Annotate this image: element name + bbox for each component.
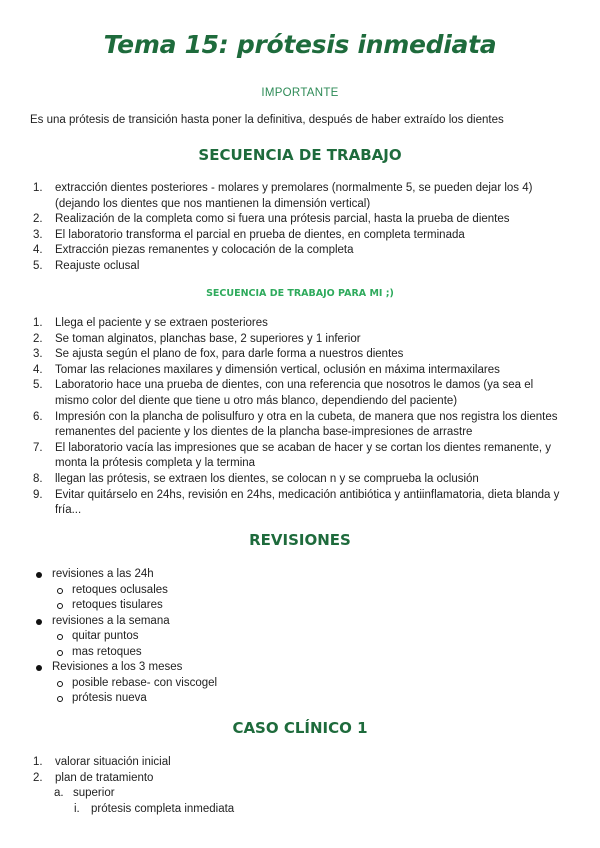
list-item: 7. El laboratorio vacía las impresiones que se acaban de hacer y se cortan los dientes remanente, y monta la prótesis completa y la termina bbox=[33, 441, 552, 470]
list-item: i. prótesis completa inmediata bbox=[74, 802, 235, 815]
list-item: 1. Llega el paciente y se extraen posteriores bbox=[33, 317, 268, 329]
circle-bullet-icon bbox=[57, 634, 63, 640]
list-item: 4. Extracción piezas remanentes y colocación de la completa bbox=[33, 244, 354, 257]
list-item: quitar puntos bbox=[34, 629, 564, 645]
list-item: a. superior bbox=[54, 787, 115, 799]
list-item: 2. Realización de la completa como si fuera una prótesis parcial, hasta la prueba de dientes bbox=[33, 213, 510, 226]
page-title: Tema 15: prótesis inmediata bbox=[103, 30, 497, 59]
list-item: 6. Impresión con la plancha de polisulfuro y otra en la cubeta, de manera que nos registra los dientes remanentes del paciente y los dientes de la plancha base-impresiones de arrastre bbox=[33, 410, 558, 439]
list-item: 2. Se toman alginatos, planchas base, 2 superiores y 1 inferior bbox=[33, 332, 361, 345]
important-label: IMPORTANTE bbox=[261, 87, 339, 99]
list-item: Revisiones a los 3 meses bbox=[34, 660, 564, 676]
circle-bullet-icon bbox=[57, 696, 63, 702]
caso-list bbox=[33, 755, 563, 817]
list-item: 8. llegan las prótesis, se extraen los dientes, se colocan n y se comprueba la oclusión bbox=[33, 472, 479, 485]
circle-bullet-icon bbox=[57, 650, 63, 656]
bullet-icon bbox=[36, 619, 42, 625]
secuencia-mi-list bbox=[33, 316, 563, 519]
secuencia-heading: SECUENCIA DE TRABAJO bbox=[198, 146, 402, 164]
list-item: revisiones a la semana bbox=[34, 614, 564, 630]
list-item: 1. valorar situación inicial bbox=[33, 756, 171, 768]
list-item: 2. plan de tratamiento bbox=[33, 771, 154, 784]
list-item: mas retoques bbox=[34, 645, 564, 661]
list-item: retoques oclusales bbox=[34, 583, 564, 599]
secuencia-mi-heading: SECUENCIA DE TRABAJO PARA MI ;) bbox=[206, 288, 394, 299]
list-item: 1. extracción dientes posteriores - molares y premolares (normalmente 5, se pueden dejar los 4)(dejando los dientes que nos mantienen la dimensión vertical) bbox=[33, 182, 533, 210]
bullet-icon bbox=[36, 572, 42, 578]
list-item: 3. Se ajusta según el plano de fox, para darle forma a nuestros dientes bbox=[33, 348, 404, 361]
revisiones-list bbox=[34, 567, 564, 707]
secuencia-list bbox=[33, 181, 563, 275]
list-item: prótesis nueva bbox=[34, 691, 564, 707]
list-item: 3. El laboratorio transforma el parcial en prueba de dientes, en completa terminada bbox=[33, 228, 465, 241]
revisiones-heading: REVISIONES bbox=[249, 531, 351, 549]
list-item: 5. Reajuste oclusal bbox=[33, 259, 140, 272]
circle-bullet-icon bbox=[57, 588, 63, 594]
intro-text: Es una prótesis de transición hasta poner la definitiva, después de haber extraído los dientes bbox=[30, 114, 504, 126]
caso-heading: CASO CLÍNICO 1 bbox=[232, 719, 368, 737]
bullet-icon bbox=[36, 665, 42, 671]
circle-bullet-icon bbox=[57, 603, 63, 609]
list-item: revisiones a las 24h bbox=[34, 567, 564, 583]
list-item: retoques tisulares bbox=[34, 598, 564, 614]
circle-bullet-icon bbox=[57, 681, 63, 687]
list-item: posible rebase- con viscogel bbox=[34, 676, 564, 692]
list-item: 9. Evitar quitárselo en 24hs, revisión en 24hs, medicación antibiótica y antiinflamatoria, dieta blanda y fría... bbox=[33, 488, 560, 517]
list-item: 4. Tomar las relaciones maxilares y dimensión vertical, oclusión en máxima intermaxilares bbox=[33, 363, 500, 376]
list-item: 5. Laboratorio hace una prueba de dientes, con una referencia que nosotros le damos (ya sea el mismo color del diente que tiene u otro más blanco, dependiendo del paciente) bbox=[33, 379, 534, 407]
